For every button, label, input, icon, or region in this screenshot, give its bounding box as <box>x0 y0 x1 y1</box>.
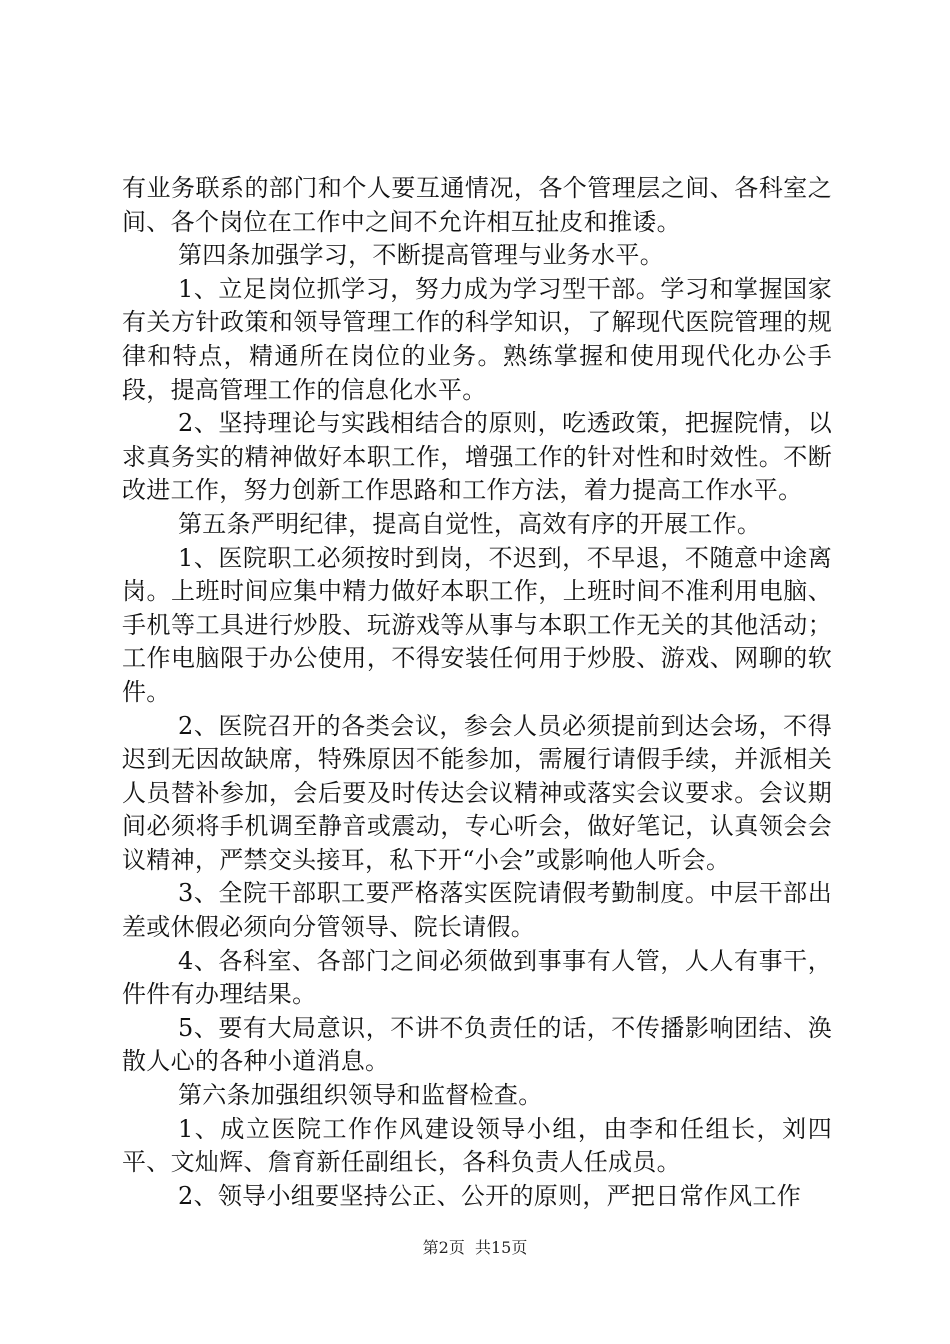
paragraph: 1、医院职工必须按时到岗，不迟到，不早退，不随意中途离岗。上班时间应集中精力做好本职工作，上班时间不准利用电脑、手机等工具进行炒股、玩游戏等从事与本职工作无关的其他活动；工作电脑限于办公使用，不得安装任何用于炒股、游戏、网聊的软件。 <box>122 543 832 706</box>
document-body <box>122 172 832 1213</box>
paragraph: 4、各科室、各部门之间必须做到事事有人管，人人有事干，件件有办理结果。 <box>122 946 832 1009</box>
paragraph: 1、立足岗位抓学习，努力成为学习型干部。学习和掌握国家有关方针政策和领导管理工作的科学知识，了解现代医院管理的规律和特点，精通所在岗位的业务。熟练掌握和使用现代化办公手段，提高管理工作的信息化水平。 <box>122 274 832 404</box>
page-number: 第2页 共15页 <box>422 1238 528 1257</box>
page-footer <box>0 1238 950 1258</box>
paragraph-continuation: 有业务联系的部门和个人要互通情况，各个管理层之间、各科室之间、各个岗位在工作中之间不允许相互扯皮和推诿。 <box>122 174 832 236</box>
article-6-heading: 第六条加强组织领导和监督检查。 <box>178 1081 543 1110</box>
paragraph: 1、成立医院工作作风建设领导小组，由李和任组长，刘四平、文灿辉、詹育新任副组长，各科负责人任成员。 <box>122 1114 832 1177</box>
paragraph: 2、领导小组要坚持公正、公开的原则，严把日常作风工作 <box>178 1181 802 1210</box>
paragraph: 5、要有大局意识，不讲不负责任的话，不传播影响团结、涣散人心的各种小道消息。 <box>122 1013 832 1076</box>
paragraph: 2、坚持理论与实践相结合的原则，吃透政策，把握院情，以求真务实的精神做好本职工作，增强工作的针对性和时效性。不断改进工作，努力创新工作思路和工作方法，着力提高工作水平。 <box>122 409 832 505</box>
article-5-heading: 第五条严明纪律，提高自觉性，高效有序的开展工作。 <box>178 509 762 538</box>
paragraph: 3、全院干部职工要严格落实医院请假考勤制度。中层干部出差或休假必须向分管领导、院长请假。 <box>122 879 832 942</box>
paragraph: 2、医院召开的各类会议，参会人员必须提前到达会场，不得迟到无因故缺席，特殊原因不能参加，需履行请假手续，并派相关人员替补参加，会后要及时传达会议精神或落实会议要求。会议期间必须将手机调至静音或震动，专心听会，做好笔记，认真领会会议精神，严禁交头接耳，私下开“小会”或影响他人听会。 <box>122 711 832 874</box>
article-4-heading: 第四条加强学习，不断提高管理与业务水平。 <box>178 241 664 270</box>
